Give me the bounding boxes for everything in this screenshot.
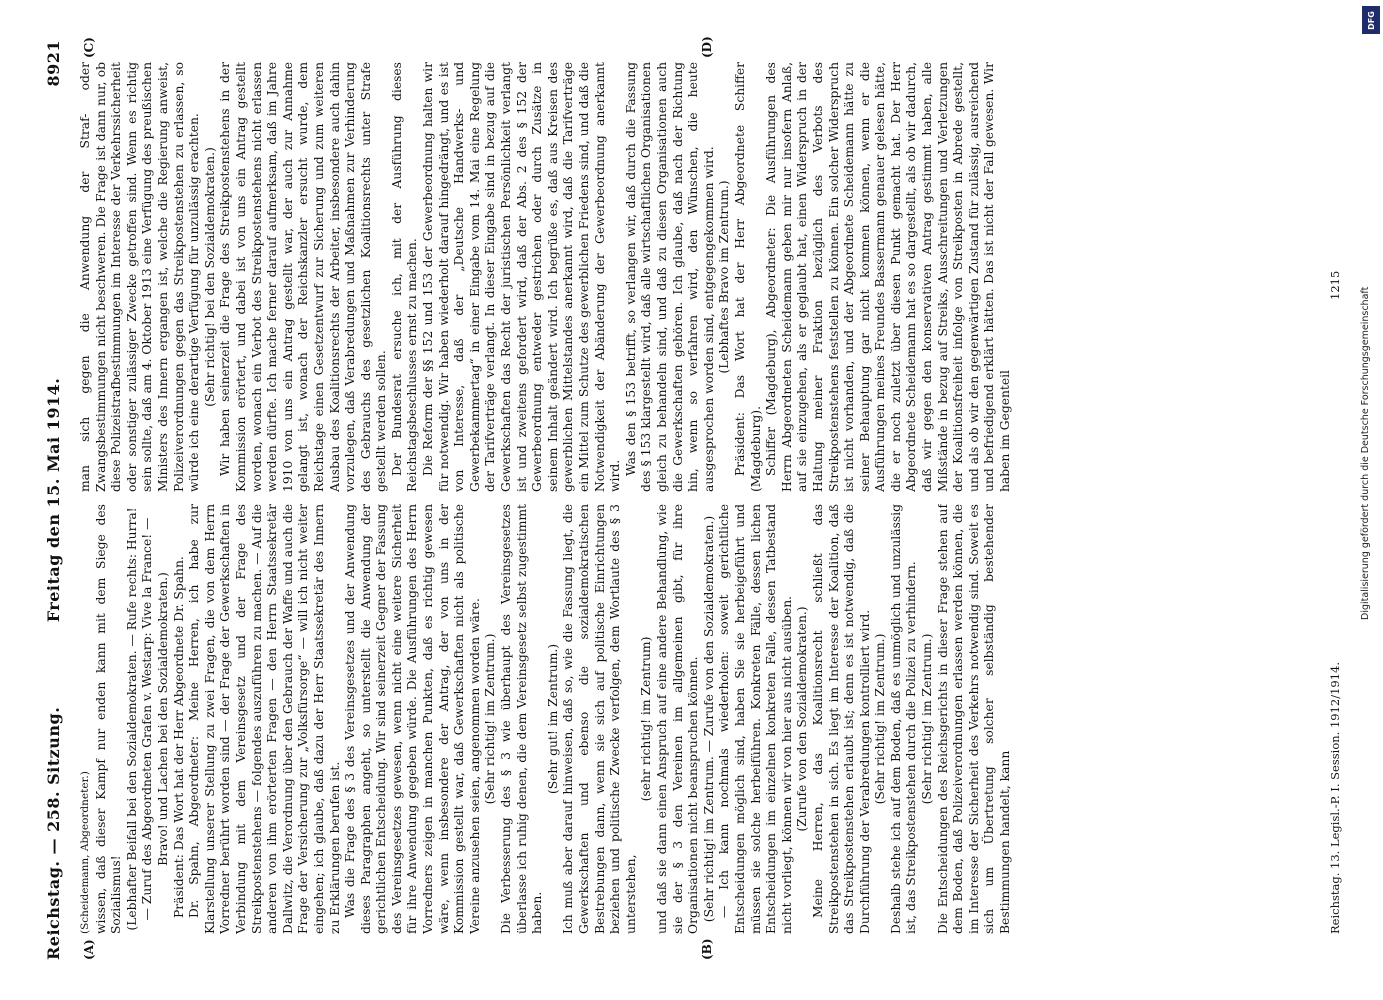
footer-publication: Reichstag. 13. Legisl.-P. I. Session. 1912/1914. bbox=[1328, 661, 1342, 934]
paragraph: Wir haben seinerzeit die Frage des Streikpostenstehens in der Kommission erörtert, und dabei ist von uns ein Antrag gestellt worden, wonach ein Verbot des Streikpostenstehens nicht erlassen werden dürfte. Ich mache ferner darauf aufmerksam, daß im Jahre 1910 von uns ein Antrag gestellt war, der auch zur Annahme gelangt ist, wonach der Reichskanzler ersucht wurde, dem Reichstage einen Gesetzentwurf zur Sicherung und zum weiteren Ausbau des Koalitionsrechts der Arbeiter, insbesondere auch dahin vorzulegen, daß Verabredungen und Maßnahmen zur Verhinderung des Gebrauchs des gesetzlichen Koalitionsrechts unter Strafe gestellt werden sollen. bbox=[218, 62, 389, 492]
interjection: (Lebhafter Beifall bei den Sozialdemokraten. — Rufe rechts: Hurra! — Zuruf des Abgeordneten Grafen v. Westarp: Vive la France! — Bravo! und Lachen bei den Sozialdemokraten.) bbox=[124, 507, 170, 931]
paragraph: Schiffer (Magdeburg), Abgeordneter: Die Ausführungen des Herrn Abgeordneten Scheidemann geben mir nur insofern Anlaß, auf sie einzugehen, als er geglaubt hat, einen Widerspruch in der Haltung meiner Fraktion bezüglich des Verbots des Streikpostenstehens feststellen zu können. Ein solcher Widerspruch ist nicht vorhanden, und der Abgeordnete Scheidemann hätte zu seiner Behauptung gar nicht kommen können, wenn er die Ausführungen meines Freundes Bassermann genauer gelesen hätte, die er noch zuletzt über diesen Punkt gemacht hat. Der Herr Abgeordnete Scheidemann hat es so dargestellt, als ob wir dadurch, daß wir gegen den konservativen Antrag gestimmt haben, alle Mißstände in bezug auf Streiks, Ausschreitungen und Verletzungen der Koalitionsfreiheit infolge von Streikposten in Abrede gestellt, und als ob wir den gegenwärtigen Zustand für zulässig, ausreichend und befriedigend erklärt hätten. Das ist nicht der Fall gewesen. Wir haben im Gegenteil bbox=[764, 62, 1013, 492]
interjection: (Sehr richtig! im Zentrum.) bbox=[483, 633, 498, 805]
paragraph: Meine Herren, das Koalitionsrecht schließt das Streikpostenstehen in sich. Es liegt im Interesse der Koalition, daß das Streikpostenstehen erlaubt ist; denn es ist notwendig, daß die Durchführung der Verabredungen kontrolliert wird. bbox=[810, 504, 872, 934]
page-header bbox=[44, 40, 70, 960]
margin-mark-d: (D) bbox=[700, 36, 714, 58]
paragraph: Die Reform der §§ 152 und 153 der Gewerbeordnung halten wir für notwendig. Wir haben wiederholt darauf hingedrängt, und es ist von Interesse, daß der „Deutsche Handwerks- und Gewerbekammertag“ in einer Eingabe vom 14. Mai eine Regelung der Tarifverträge verlangt. In dieser Eingabe sind in bezug auf die Gewerkschaften das Recht der juristischen Persönlichkeit verlangt ist und zweitens gefordert wird, daß der Abs. 2 des § 152 der Gewerbeordnung entweder gestrichen oder durch Zusätze in seinem Inhalt geändert wird. Ich begrüße es, daß aus Kreisen des gewerblichen Mittelstandes anerkannt wird, daß die Tarifverträge ein Mittel zum Schutze des gewerblichen Friedens sind, und daß die Notwendigkeit der Abänderung der Gewerbeordnung anerkannt wird. bbox=[421, 62, 623, 492]
header-date: Freitag den 15. Mai 1914. bbox=[44, 377, 63, 623]
interjection: (Sehr richtig! im Zentrum. — Zurufe von den Sozialdemokraten.) bbox=[701, 515, 716, 923]
paragraph: und daß sie dann einen Anspruch auf eine andere Behandlung, wie sie der § 3 den Vereinen im allgemeinen gibt, für ihre Organisationen nicht beanspruchen können. bbox=[654, 504, 701, 934]
right-text-column bbox=[78, 62, 1318, 492]
paragraph: Die Entscheidungen des Reichsgerichts in dieser Frage stehen auf dem Boden, daß Polizeiverordnungen erlassen werden können, die im Interesse der Sicherheit des Verkehrs notwendig sind. Soweit es sich um Übertretung solcher selbständig bestehender Bestimmungen handelt, kann bbox=[935, 504, 1013, 934]
paragraph: Präsident: Das Wort hat der Herr Abgeordnete Dr. Spahn. bbox=[171, 556, 186, 918]
paragraph: wissen, daß dieser Kampf nur enden kann mit dem Siege des Sozialismus! bbox=[93, 504, 124, 934]
margin-mark-a: (A) bbox=[82, 939, 96, 960]
paragraph: man sich gegen die Anwendung der Straf- oder Zwangsbestimmungen nicht beschweren. Die Frage ist dann nur, ob diese Polizeistrafbestimmungen im Interesse der Verkehrssicherheit oder sonstiger zulässiger Zwecke getroffen sind. Wenn es richtig sein sollte, daß am 4. Oktober 1913 eine Verfügung des preußischen Ministers des Innern ergangen ist, welche die Regierung anweist, Polizeiverordnungen gegen das Streikpostenstehen zu erlassen, so würde ich eine derartige Verfügung für unzulässig erachten. bbox=[78, 62, 202, 492]
paragraph: Was den § 153 betrifft, so verlangen wir, daß durch die Fassung des § 153 klargestellt wird, daß alle wirtschaftlichen Organisationen gleich zu behandeln sind, und daß zu diesen Organisationen auch die Gewerkschaften gehören. Ich glaube, daß nach der Richtung hin, wenn so verfahren wird, den Wünschen, die heute ausgesprochen worden sind, entgegengekommen wird. bbox=[623, 62, 716, 492]
paragraph: Deshalb stehe ich auf dem Boden, daß es unmöglich und unzulässig ist, das Streikpostenstehen durch die Polizei zu verhindern. bbox=[888, 504, 919, 934]
margin-mark-b: (B) bbox=[700, 938, 714, 960]
paragraph: Die Verbesserung des § 3 wie überhaupt des Vereinsgesetzes überlasse ich ruhig denen, die dem Vereinsgesetz selbst zugestimmt haben. bbox=[499, 504, 545, 934]
dfg-logo bbox=[1362, 6, 1380, 34]
funding-notice: Digitalisierung gefördert durch die Deutsche Forschungsgemeinschaft bbox=[1360, 286, 1371, 620]
paragraph: Der Bundesrat ersuche ich, mit der Ausführung dieses Reichstagsbeschlusses ernst zu machen. bbox=[389, 62, 420, 492]
footer-sheet-number: 1215 bbox=[1328, 270, 1342, 300]
paragraph: — Ich kann nochmals wiederholen: soweit gerichtliche Entscheidungen möglich sind, haben Sie sie herbeigeführt und müssen sie solche herbeiführen. Konkreten Fälle, dessen lichen Entscheidungen im einzelnen konkreten Falle, dessen Tatbestand nicht vorliegt, können wir von hier aus nicht ausüben. bbox=[717, 504, 794, 934]
interjection: (Lebhaftes Bravo im Zentrum.) bbox=[717, 180, 732, 374]
header-session: Reichstag. — 258. Sitzung. bbox=[44, 706, 63, 960]
interjection: (Sehr richtig! im Zentrum.) bbox=[873, 633, 888, 805]
interjection: (Zurufe von den Sozialdemokraten.) bbox=[795, 606, 810, 832]
paragraph: Dr. Spahn, Abgeordneter: Meine Herren, ich habe zur Klarstellung unserer Stellung zu zwei Fragen, die von dem Herrn Vorredner berührt worden sind — der Frage der Gewerkschaften in Verbindung mit dem Vereinsgesetz und der Frage des Streikpostenstehens — folgendes auszuführen zu machen. — Auf die anderen von ihm erörterten Fragen — den Herrn Staatssekretär Dallwitz, die Verordnung über den Gebrauch der Waffe und auch die Frage der Versicherung zur „Volksfürsorge“ — will ich nicht weiter eingehen; ich glaube, daß dazu der Herr Staatssekretär des Innern zu Erklärungen berufen ist. bbox=[187, 504, 342, 934]
left-text-column bbox=[78, 504, 1318, 934]
interjection: (Sehr richtig! bei den Sozialdemokraten.) bbox=[202, 147, 217, 407]
interjection: (sehr richtig! im Zentrum) bbox=[639, 636, 654, 802]
interjection: (Sehr richtig! im Zentrum.) bbox=[920, 633, 935, 805]
interjection: (Sehr gut! im Zentrum.) bbox=[545, 643, 560, 795]
paragraph: Ich muß aber darauf hinweisen, daß so, wie die Fassung liegt, die Gewerkschaften und ebenso die sozialdemokratischen Bestrebungen dann, wenn sie sich auf politische Einrichtungen beziehen und politische Zwecke verfolgen, dem Wortlaute des § 3 unterstehen, bbox=[561, 504, 638, 934]
logo-text: DFG bbox=[1366, 10, 1376, 30]
paragraph: Was die Frage des § 3 des Vereinsgesetzes und der Anwendung dieses Paragraphen angeht, so unterstellt die Anwendung der gerichtlichen Entscheidung. Wir sind seinerzeit Gegner der Fassung des Vereinsgesetzes gewesen, wenn nicht eine weitere Sicherheit für ihre Anwendung gegeben würde. Die Ausführungen des Herrn Vorredners zeigen in manchen Punkten, daß es richtig gewesen wäre, wenn insbesondere der Antrag, der von uns in der Kommission gestellt war, daß Gewerkschaften nicht als politische Vereine anzusehen seien, angenommen worden wäre. bbox=[343, 504, 482, 934]
paragraph: (Scheidemann, Abgeordneter.) bbox=[79, 771, 91, 934]
header-page-number: 8921 bbox=[44, 40, 63, 87]
margin-mark-c: (C) bbox=[82, 37, 96, 58]
paragraph: Präsident: Das Wort hat der Herr Abgeordnete Schiffer (Magdeburg). bbox=[732, 62, 763, 492]
